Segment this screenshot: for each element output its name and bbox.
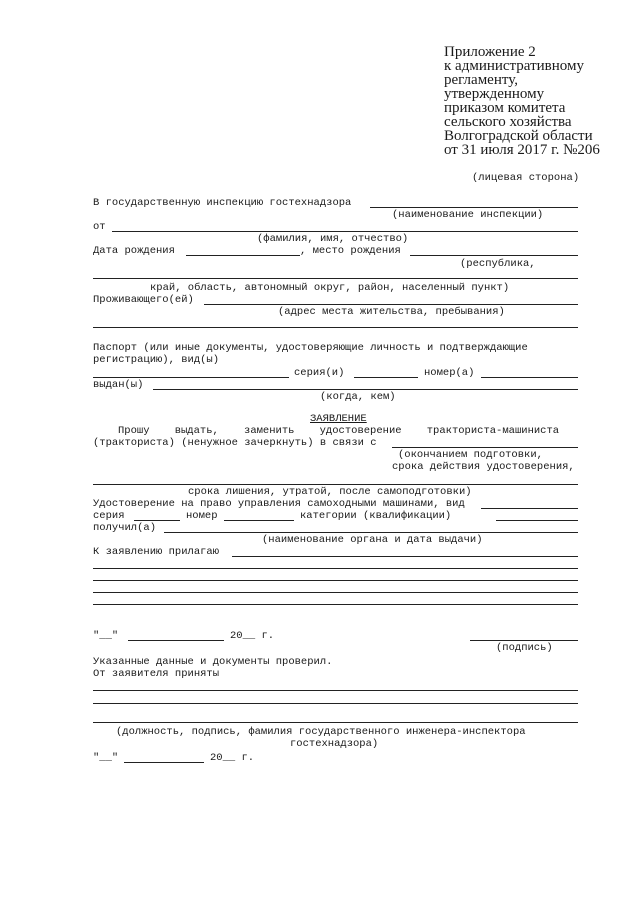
series-field[interactable] xyxy=(354,377,418,378)
license-kind-field[interactable] xyxy=(481,508,578,509)
series-label: серия(и) xyxy=(294,367,345,379)
license-label: Удостоверение на право управления самоходными машинами, вид xyxy=(93,498,465,510)
attach-field-4[interactable] xyxy=(93,592,578,593)
issued-label: выдан(ы) xyxy=(93,379,144,391)
inspection-hint: (наименование инспекции) xyxy=(392,209,544,221)
region-hint: край, область, автономный округ, район, населенный пункт) xyxy=(150,282,510,294)
checked-text: Указанные данные и документы проверил. xyxy=(93,656,333,668)
inspector-field[interactable] xyxy=(93,722,578,723)
header-line-6: сельского хозяйства xyxy=(444,114,572,130)
date-year: 20__ г. xyxy=(230,630,275,642)
received-hint: (наименование органа и дата выдачи) xyxy=(262,534,483,546)
header-line-3: регламенту, xyxy=(444,72,518,88)
number-field[interactable] xyxy=(481,377,578,378)
license-number-label: номер xyxy=(186,510,218,522)
license-series-field[interactable] xyxy=(134,520,180,521)
accepted-field-1[interactable] xyxy=(93,690,578,691)
birth-place-field[interactable] xyxy=(410,255,578,256)
attach-label: К заявлению прилагаю xyxy=(93,546,220,558)
final-date-day: "__" xyxy=(93,752,119,764)
header-line-2: к административному xyxy=(444,58,584,74)
reason-field[interactable] xyxy=(392,447,578,448)
date-month-field[interactable] xyxy=(128,640,224,641)
header-line-1: Приложение 2 xyxy=(444,44,536,60)
republic-hint: (республика, xyxy=(460,258,536,270)
attach-field-5[interactable] xyxy=(93,604,578,605)
inspector-hint-1: (должность, подпись, фамилия государственного инженера-инспектора xyxy=(116,726,526,738)
fio-hint: (фамилия, имя, отчество) xyxy=(257,233,409,245)
side-label: (лицевая сторона) xyxy=(472,172,580,184)
address-hint: (адрес места жительства, пребывания) xyxy=(278,306,505,318)
birth-date-label: Дата рождения xyxy=(93,245,175,257)
appendix-header xyxy=(444,45,600,157)
residing-label: Проживающего(ей) xyxy=(93,294,194,306)
passport-line-2: регистрацию), вид(ы) xyxy=(93,354,220,366)
issued-field[interactable] xyxy=(153,389,578,390)
address-field-2[interactable] xyxy=(93,327,578,328)
license-series-label: серия xyxy=(93,510,125,522)
signature-field[interactable] xyxy=(470,640,578,641)
header-line-4: утвержденному xyxy=(444,86,545,102)
passport-line-1: Паспорт (или иные документы, удостоверяющие личность и подтверждающие xyxy=(93,342,528,354)
birth-date-field[interactable] xyxy=(186,255,300,256)
request-line-1: Прошу выдать, заменить удостоверение тракториста-машиниста xyxy=(118,425,560,437)
accepted-text: От заявителя приняты xyxy=(93,668,220,680)
received-label: получил(а) xyxy=(93,522,157,534)
attach-field-3[interactable] xyxy=(93,580,578,581)
license-number-field[interactable] xyxy=(224,520,294,521)
birth-place-label: , место рождения xyxy=(300,245,401,257)
received-field[interactable] xyxy=(164,532,578,533)
header-line-8: от 31 июля 2017 г. №206 xyxy=(444,142,600,158)
header-line-5: приказом комитета xyxy=(444,100,566,116)
reason-hint-2: срока действия удостоверения, xyxy=(392,461,575,473)
passport-kind-field[interactable] xyxy=(93,377,289,378)
issued-hint: (когда, кем) xyxy=(320,391,396,403)
signature-hint: (подпись) xyxy=(496,642,553,654)
number-label: номер(а) xyxy=(424,367,475,379)
from-label: от xyxy=(93,221,106,233)
final-date-year: 20__ г. xyxy=(210,752,255,764)
address-field[interactable] xyxy=(204,304,578,305)
reason-hint-3: срока лишения, утратой, после самоподготовки) xyxy=(188,486,472,498)
attach-field-1[interactable] xyxy=(232,556,578,557)
fio-field[interactable] xyxy=(112,231,578,232)
license-category-label: категории (квалификации) xyxy=(300,510,452,522)
accepted-field-2[interactable] xyxy=(93,703,578,704)
reason-hint-1: (окончанием подготовки, xyxy=(398,449,543,461)
request-line-2: (тракториста) (ненужное зачеркнуть) в связи с xyxy=(93,437,377,449)
reason-field-2[interactable] xyxy=(93,484,578,485)
license-category-field[interactable] xyxy=(496,520,578,521)
birth-place-field-2[interactable] xyxy=(93,278,578,279)
date-day: "__" xyxy=(93,630,119,642)
header-line-7: Волгоградской области xyxy=(444,128,593,144)
statement-title: ЗАЯВЛЕНИЕ xyxy=(310,413,367,425)
to-inspection-label: В государственную инспекцию гостехнадзора xyxy=(93,197,352,209)
final-date-month-field[interactable] xyxy=(124,762,204,763)
inspection-field[interactable] xyxy=(370,207,578,208)
inspector-hint-2: гостехнадзора) xyxy=(290,738,379,750)
attach-field-2[interactable] xyxy=(93,568,578,569)
